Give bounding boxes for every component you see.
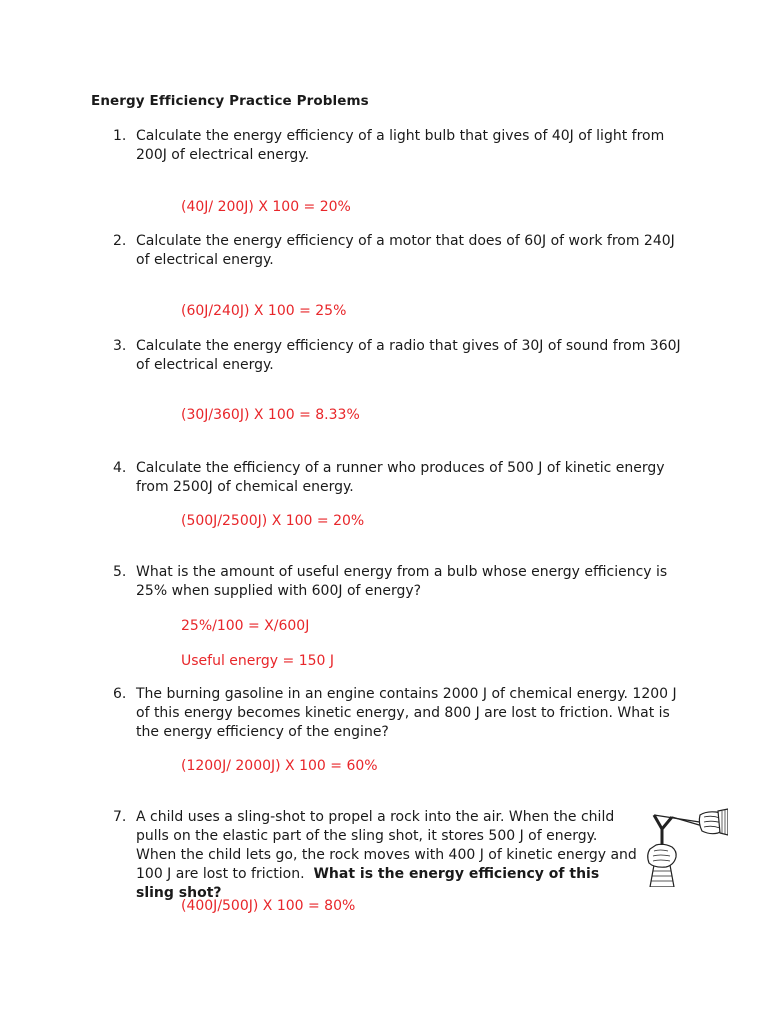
problem-text: What is the amount of useful energy from a bulb whose energy efficiency is 25% when supplied with 600J of energy? bbox=[136, 564, 668, 599]
problem-text-bold: What is the energy efficiency of this sling shot? bbox=[136, 866, 600, 901]
problem-number: 3. bbox=[113, 338, 127, 354]
problem-text-plain: A child uses a sling-shot to propel a rock into the air. When the child pulls on the elastic part of the sling shot, it stores 500 J of energy. When the child lets go, the rock moves with 400 J of kinetic energy and 100 J are lost to friction. bbox=[136, 809, 637, 882]
slingshot-hand-illustration bbox=[640, 805, 728, 887]
problem-number: 7. bbox=[113, 809, 127, 825]
problem-6 bbox=[113, 685, 683, 742]
page-title: Energy Efficiency Practice Problems bbox=[91, 93, 369, 109]
problem-text: Calculate the efficiency of a runner who produces of 500 J of kinetic energy from 2500J of chemical energy. bbox=[136, 460, 665, 495]
problem-number: 5. bbox=[113, 564, 127, 580]
answer-1: (40J/ 200J) X 100 = 20% bbox=[181, 199, 351, 215]
answer-5b: Useful energy = 150 J bbox=[181, 653, 335, 669]
problem-3 bbox=[113, 337, 683, 375]
problem-2 bbox=[113, 232, 683, 270]
problem-number: 2. bbox=[113, 233, 127, 249]
problem-7 bbox=[113, 808, 638, 903]
problem-text: Calculate the energy efficiency of a light bulb that gives of 40J of light from 200J of electrical energy. bbox=[136, 128, 665, 163]
problem-1 bbox=[113, 127, 683, 165]
answer-2: (60J/240J) X 100 = 25% bbox=[181, 303, 347, 319]
answer-5a: 25%/100 = X/600J bbox=[181, 618, 310, 634]
answer-4: (500J/2500J) X 100 = 20% bbox=[181, 513, 365, 529]
problem-text bbox=[136, 808, 638, 903]
answer-6: (1200J/ 2000J) X 100 = 60% bbox=[181, 758, 378, 774]
answer-7: (400J/500J) X 100 = 80% bbox=[181, 898, 356, 914]
problem-number: 4. bbox=[113, 460, 127, 476]
problem-4 bbox=[113, 459, 683, 497]
problem-text: Calculate the energy efficiency of a motor that does of 60J of work from 240J of electrical energy. bbox=[136, 233, 675, 268]
problem-5 bbox=[113, 563, 683, 601]
answer-3: (30J/360J) X 100 = 8.33% bbox=[181, 407, 360, 423]
problem-text: The burning gasoline in an engine contains 2000 J of chemical energy. 1200 J of this energy becomes kinetic energy, and 800 J are lost to friction. What is the energy efficiency of the engine? bbox=[136, 686, 677, 740]
problem-number: 1. bbox=[113, 128, 127, 144]
problem-text: Calculate the energy efficiency of a radio that gives of 30J of sound from 360J of electrical energy. bbox=[136, 338, 681, 373]
problem-number: 6. bbox=[113, 686, 127, 702]
